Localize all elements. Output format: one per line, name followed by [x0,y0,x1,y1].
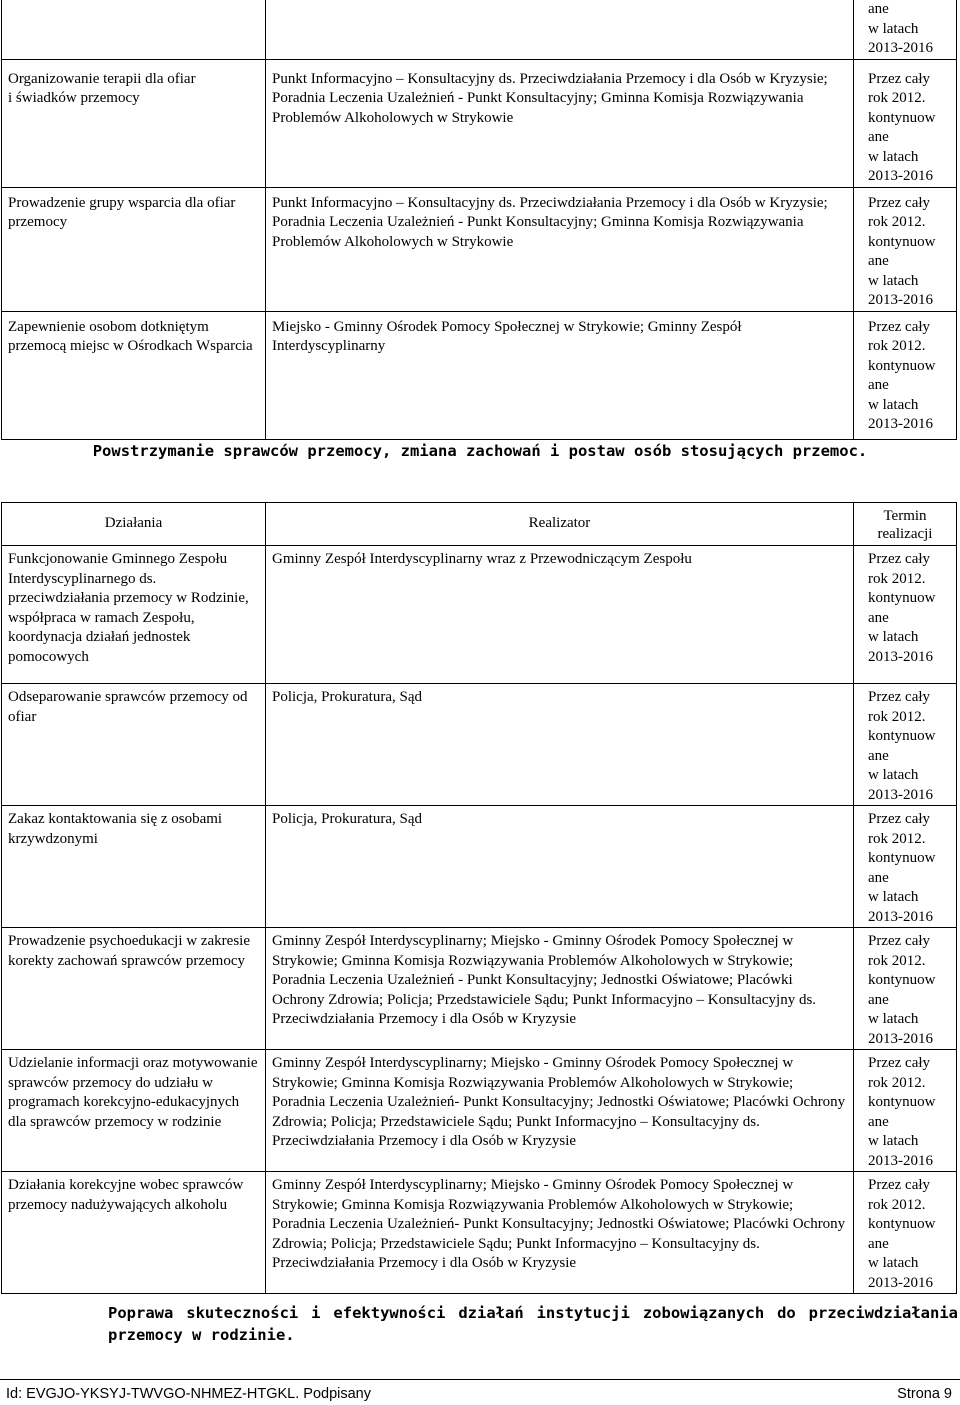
dzialanie-cell: Prowadzenie psychoedukacji w zakresie korekty zachowań sprawców przemocy [2,928,266,1050]
termin-cell: Przez cały rok 2012. kontynuow ane w latach 2013-2016 [854,928,957,1050]
realizator-cell: Policja, Prokuratura, Sąd [266,806,854,928]
table-row [2,311,957,439]
column-header-realizator: Realizator [266,503,854,546]
section-heading: Poprawa skuteczności i efektywności działań instytucji zobowiązanych do przeciwdziałania przemocy w rodzinie. [108,1304,958,1344]
termin-cell: Przez cały rok 2012. kontynuow ane w latach 2013-2016 [854,684,957,806]
table-row [2,187,957,311]
dzialanie-cell: Działania korekcyjne wobec sprawców przemocy nadużywających alkoholu [2,1172,266,1294]
table-ofiary-wsparcie [1,0,957,440]
realizator-cell: Punkt Informacyjno – Konsultacyjny ds. Przeciwdziałania Przemocy i dla Osób w Kryzysie; Poradnia Leczenia Uzależnień - Punkt Konsultacyjny; Gminna Komisja Rozwiązywania Problemów Alkoholowych w Strykowie [266,187,854,311]
termin-cell: Przez cały rok 2012. kontynuow ane w latach 2013-2016 [854,546,957,684]
realizator-cell: Gminny Zespół Interdyscyplinarny; Miejsko - Gminny Ośrodek Pomocy Społecznej w Strykowie; Gminna Komisja Rozwiązywania Problemów Alkoholowych w Strykowie; Poradnia Leczenia Uzależnień - Punkt Konsultacyjny; Jednostki Oświatowe; Placówki Ochrony Zdrowia; Policja; Przedstawiciele Sądu; Punkt Informacyjno – Konsultacyjny ds. Przeciwdziałania Przemocy i dla Osób w Kryzysie [266,928,854,1050]
page-number: Strona 9 [897,1386,952,1402]
document-id: Id: EVGJO-YKSYJ-TWVGO-NHMEZ-HTGKL. Podpisany [6,1386,371,1402]
dzialanie-cell: Organizowanie terapii dla ofiar i świadków przemocy [2,59,266,187]
dzialanie-cell: Zakaz kontaktowania się z osobami krzywdzonymi [2,806,266,928]
termin-cell: Przez cały rok 2012. kontynuow ane w latach 2013-2016 [854,806,957,928]
table-row [2,59,957,187]
termin-cell: Przez cały rok 2012. kontynuow ane w latach 2013-2016 [854,1050,957,1172]
dzialanie-cell: Odseparowanie sprawców przemocy od ofiar [2,684,266,806]
table-row [2,1172,957,1294]
realizator-cell: Policja, Prokuratura, Sąd [266,684,854,806]
table-header-row [2,503,957,546]
footer-divider [0,1379,960,1380]
table-row [2,0,957,59]
column-header-termin: Termin realizacji [854,503,957,546]
realizator-cell: Miejsko - Gminny Ośrodek Pomocy Społecznej w Strykowie; Gminny Zespół Interdyscyplinarny [266,311,854,439]
table-row [2,928,957,1050]
termin-cell: Przez cały rok 2012. kontynuow ane w latach 2013-2016 [854,311,957,439]
column-header-dzialania: Działania [2,503,266,546]
realizator-cell: Punkt Informacyjno – Konsultacyjny ds. Przeciwdziałania Przemocy i dla Osób w Kryzysie; Poradnia Leczenia Uzależnień - Punkt Konsultacyjny; Gminna Komisja Rozwiązywania Problemów Alkoholowych w Strykowie [266,59,854,187]
dzialanie-cell: Prowadzenie grupy wsparcia dla ofiar przemocy [2,187,266,311]
termin-cell: Przez cały rok 2012. kontynuow ane w latach 2013-2016 [854,187,957,311]
section-heading: Powstrzymanie sprawców przemocy, zmiana zachowań i postaw osób stosujących przemoc. [92,442,868,460]
termin-cell: Przez cały rok 2012. kontynuow ane w latach 2013-2016 [854,59,957,187]
table-sprawcy [1,502,957,1294]
realizator-cell: Gminny Zespół Interdyscyplinarny; Miejsko - Gminny Ośrodek Pomocy Społecznej w Strykowie; Gminna Komisja Rozwiązywania Problemów Alkoholowych w Strykowie; Poradnia Leczenia Uzależnień- Punkt Konsultacyjny; Jednostki Oświatowe; Placówki Ochrony Zdrowia; Policja; Przedstawiciele Sądu; Punkt Informacyjno – Konsultacyjny ds. Przeciwdziałania Przemocy i dla Osób w Kryzysie [266,1050,854,1172]
table-row [2,546,957,684]
termin-cell: Przez cały rok 2012. kontynuow ane w latach 2013-2016 [854,1172,957,1294]
table-row [2,806,957,928]
dzialanie-cell: Udzielanie informacji oraz motywowanie sprawców przemocy do udziału w programach korekcyjno-edukacyjnych dla sprawców przemocy w rodzinie [2,1050,266,1172]
dzialanie-cell: Funkcjonowanie Gminnego Zespołu Interdyscyplinarnego ds. przeciwdziałania przemocy w Rodzinie, współpraca w ramach Zespołu, koordynacja działań jednostek pomocowych [2,546,266,684]
realizator-cell: Gminny Zespół Interdyscyplinarny wraz z Przewodniczącym Zespołu [266,546,854,684]
realizator-cell: Gminny Zespół Interdyscyplinarny; Miejsko - Gminny Ośrodek Pomocy Społecznej w Strykowie; Gminna Komisja Rozwiązywania Problemów Alkoholowych w Strykowie; Poradnia Leczenia Uzależnień- Punkt Konsultacyjny; Jednostki Oświatowe; Placówki Ochrony Zdrowia; Policja; Przedstawiciele Sądu; Punkt Informacyjno – Konsultacyjny ds. Przeciwdziałania Przemocy i dla Osób w Kryzysie [266,1172,854,1294]
dzialanie-cell: Zapewnienie osobom dotkniętym przemocą miejsc w Ośrodkach Wsparcia [2,311,266,439]
table-row [2,684,957,806]
table-row [2,1050,957,1172]
termin-cell: ane w latach 2013-2016 [854,0,957,59]
